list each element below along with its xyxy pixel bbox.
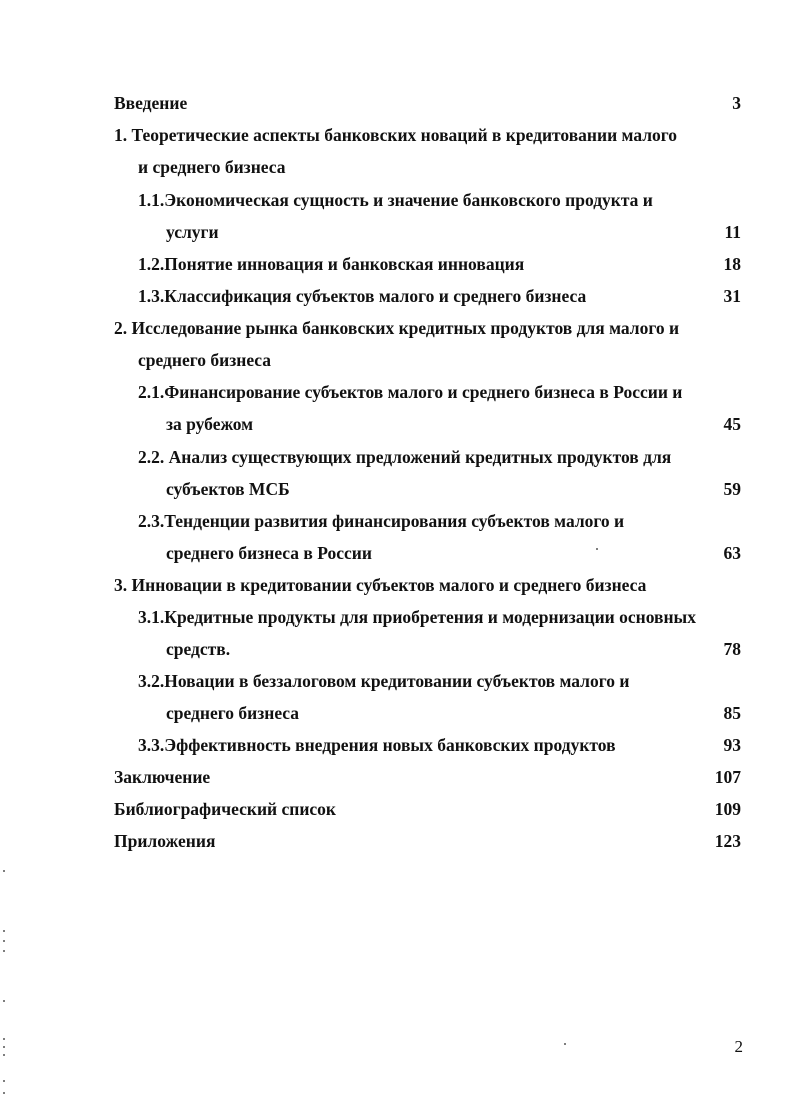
toc-conclusion-label: Заключение	[114, 767, 211, 787]
scan-margin-artifacts	[2, 870, 8, 1100]
toc-section-2-1-line-2: за рубежом	[166, 414, 254, 434]
toc-bibliography-label: Библиографический список	[114, 799, 337, 819]
toc-section-1-1-line-2: услуги	[166, 222, 219, 242]
toc-section-1-2-label: 1.2.Понятие инновация и банковская инновация	[138, 254, 525, 274]
toc-appendices-label: Приложения	[114, 831, 216, 851]
toc-section-3-3-page: 93	[723, 735, 741, 755]
toc-section-2-2-line-1: 2.2. Анализ существующих предложений кредитных продуктов для	[138, 447, 672, 467]
toc-section-3-2-line-2: среднего бизнеса	[166, 703, 300, 723]
toc-section-3-2-page: 85	[723, 703, 741, 723]
toc-section-1-1-page: 11	[724, 222, 741, 242]
scan-speck	[564, 1043, 566, 1045]
toc-section-3-1-line-2: средств.	[166, 639, 231, 659]
toc-section-3-3-label: 3.3.Эффективность внедрения новых банковских продуктов	[138, 735, 616, 755]
toc-appendices-page: 123	[714, 831, 741, 851]
toc-section-1-3-page: 31	[723, 286, 741, 306]
toc-intro-label: Введение	[114, 93, 188, 113]
toc-section-1-1-line-1: 1.1.Экономическая сущность и значение банковского продукта и	[138, 190, 653, 210]
scan-speck	[596, 548, 598, 550]
toc-section-2-3-page: 63	[723, 543, 741, 563]
toc-section-2-3-line-1: 2.3.Тенденции развития финансирования субъектов малого и	[138, 511, 625, 531]
toc-section-2-1-line-1: 2.1.Финансирование субъектов малого и среднего бизнеса в России и	[138, 382, 683, 402]
toc-bibliography-page: 109	[714, 799, 741, 819]
toc-section-3-1-page: 78	[723, 639, 741, 659]
toc-section-2-2-line-2: субъектов МСБ	[166, 479, 290, 499]
toc-section-3-1-line-1: 3.1.Кредитные продукты для приобретения и модернизации основных	[138, 607, 696, 627]
toc-intro-page: 3	[732, 93, 741, 113]
toc-chapter-3-label: 3. Инновации в кредитовании субъектов малого и среднего бизнеса	[114, 575, 647, 595]
toc-section-1-2-page: 18	[723, 254, 741, 274]
toc-section-1-3-label: 1.3.Классификация субъектов малого и среднего бизнеса	[138, 286, 587, 306]
page-number: 2	[734, 1037, 743, 1056]
toc-chapter-2-line-1: 2. Исследование рынка банковских кредитных продуктов для малого и	[114, 318, 680, 338]
toc-section-3-2-line-1: 3.2.Новации в беззалоговом кредитовании субъектов малого и	[138, 671, 630, 691]
toc-conclusion-page: 107	[714, 767, 741, 787]
toc-chapter-1-line-1: 1. Теоретические аспекты банковских новаций в кредитовании малого	[114, 125, 678, 145]
toc-section-2-1-page: 45	[723, 414, 741, 434]
toc-chapter-1-line-2: и среднего бизнеса	[138, 157, 286, 177]
toc-chapter-2-line-2: среднего бизнеса	[138, 350, 272, 370]
toc-section-2-3-line-2: среднего бизнеса в России	[166, 543, 372, 563]
toc-section-2-2-page: 59	[723, 479, 741, 499]
